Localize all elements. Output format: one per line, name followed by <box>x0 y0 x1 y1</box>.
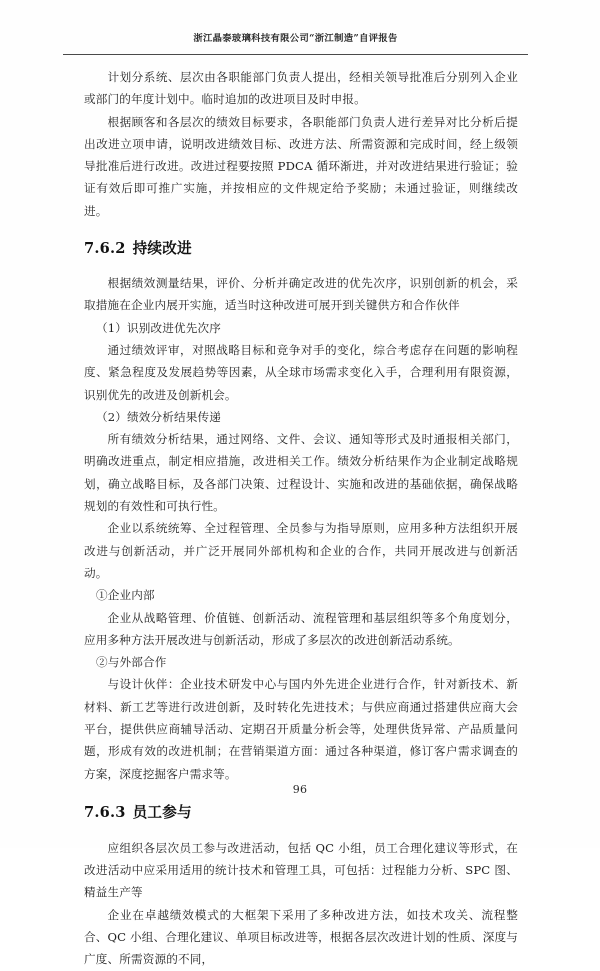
paragraph-762-intro: 根据绩效测量结果，评价、分析并确定改进的优先次序，识别创新的机会，采取措施在企业内展开实施，适当时这种改进可展开到关键供方和合作伙伴 <box>84 276 518 313</box>
paragraph-762-internal-body: 企业从战略管理、价值链、创新活动、流程管理和基层组织等多个角度划分，应用多种方法开展改进与创新活动，形成了多层次的改进创新活动系统。 <box>84 610 518 647</box>
spacer-after-section-762 <box>84 259 518 272</box>
paragraph-762-item1-body: 通过绩效评审，对照战略目标和竞争对手的变化，综合考虑存在问题的影响程度、紧急程度及发展趋势等因素，从全球市场需求变化入手，合理利用有限资源，识别优先的改进及创新机会。 <box>84 342 518 402</box>
section-heading-763 <box>84 804 518 823</box>
header-divider-rule <box>63 54 528 55</box>
paragraph-762-internal-title: ①企业内部 <box>96 588 155 603</box>
paragraph-762-item2-body: 所有绩效分析结果，通过网络、文件、会议、通知等形式及时通报相关部门，明确改进重点，制定相应措施，改进相关工作。绩效分析结果作为企业制定战略规划，确立战略目标，及各部门决策、过程设计、实施和改进的基础依据，确保战略规划的有效性和可执行性。 <box>84 432 518 514</box>
section-heading-762 <box>84 240 518 259</box>
section-title-763: 员工参与 <box>132 803 192 821</box>
paragraph-improvement-application: 根据顾客和各层次的绩效目标要求，各职能部门负责人进行差异对比分析后提出改进立项申请，说明改进绩效目标、改进方法、所需资源和完成时间，经上级领导批准后进行改进。改进过程要按照 PDCA 循环渐进，并对改进结果进行验证；验证有效后即可推广实施，并按相应的文件规定给予奖励；未通过验证，则继续改进。 <box>84 114 518 218</box>
page-header <box>63 33 528 44</box>
spacer-after-section-763 <box>84 823 518 837</box>
spacer-before-section-762 <box>84 222 518 240</box>
paragraph-763-para2: 企业在卓越绩效模式的大框架下采用了多种改进方法，如技术攻关、流程整合、QC 小组、合理化建议、单项目标改进等，根据各层次改进计划的性质、深度与广度、所需资源的不同， <box>84 907 518 967</box>
header-title: 浙江晶泰玻璃科技有限公司“浙江制造”自评报告 <box>193 33 398 44</box>
page-number: 96 <box>292 783 308 796</box>
paragraph-762-principles: 企业以系统统筹、全过程管理、全员参与为指导原则，应用多种方法组织开展改进与创新活动，并广泛开展同外部机构和企业的合作，共同开展改进与创新活动。 <box>84 521 518 580</box>
paragraph-762-item2-title: （2）绩效分析结果传递 <box>96 409 221 424</box>
paragraph-763-para1: 应组织各层次员工参与改进活动，包括 QC 小组，员工合理化建议等形式，在改进活动中应采用适用的统计技术和管理工具，可包括：过程能力分析、SPC 图、精益生产等 <box>84 840 518 900</box>
paragraph-762-item1-title: （1）识别改进优先次序 <box>96 320 221 335</box>
paragraph-762-external-body: 与设计伙伴：企业技术研发中心与国内外先进企业进行合作，针对新技术、新材料、新工艺等进行改进创新，及时转化先进技术；与供应商通过搭建供应商大会平台，提供供应商辅导活动、定期召开质量分析会等，处理供货异常、产品质量问题，形成有效的改进机制；在营销渠道方面：通过各种渠道，修订客户需求调查的方案，深度挖掘客户需求等。 <box>84 677 518 781</box>
paragraph-762-external-title: ②与外部合作 <box>96 655 167 670</box>
paragraph-plan-subsystem: 计划分系统、层次由各职能部门负责人提出，经相关领导批准后分别列入企业或部门的年度计划中。临时追加的改进项目及时申报。 <box>84 70 518 107</box>
section-number-763: 7.6.3 <box>84 803 126 821</box>
section-number-762: 7.6.2 <box>84 240 126 258</box>
document-body <box>84 66 518 971</box>
section-title-762: 持续改进 <box>132 240 192 258</box>
